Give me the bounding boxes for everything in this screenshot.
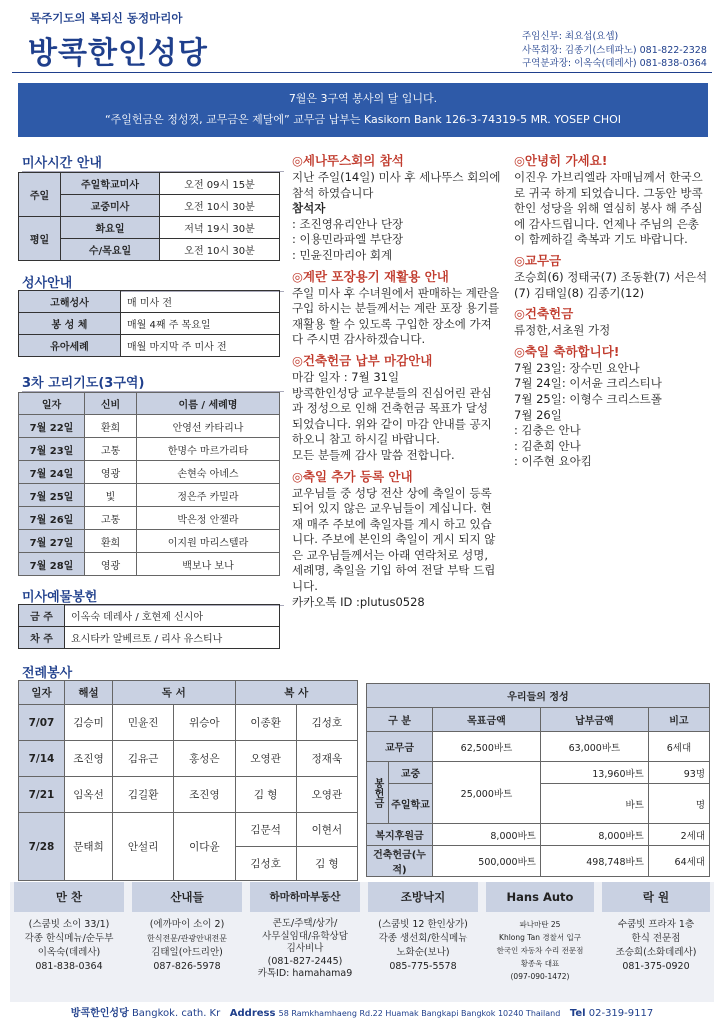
liturgy-commentator: 조진영	[65, 741, 113, 777]
announcement-banner	[18, 83, 708, 137]
ad-line: 085-775-5578	[389, 961, 457, 972]
rosary-date: 7월 22일	[19, 415, 85, 438]
offering-names: 요시타카 알베르토 / 리사 유스티나	[65, 627, 280, 649]
notice-text: 류정한,서초원 가정	[514, 323, 611, 338]
liturgy-date: 7/28	[19, 813, 65, 881]
offering-week: 차 주	[19, 627, 65, 649]
attendee: : 조진영유리안나 단장	[292, 216, 404, 231]
finance-target: 8,000바트	[433, 824, 541, 846]
feast-line: : 김충은 안나	[514, 423, 581, 438]
finance-row-label: 복지후원금	[367, 824, 433, 846]
col-header: 납부금액	[540, 708, 648, 732]
finance-note: 93명	[648, 762, 709, 784]
ad-line: 사무실임대/유학상담	[262, 930, 348, 942]
church-web: Bangkok. cath. Kr	[131, 1008, 221, 1019]
rosary-mystery: 고통	[85, 507, 137, 530]
ad-line: 노화순(보나)	[396, 947, 450, 958]
liturgy-reader: 김유근	[113, 741, 174, 777]
rosary-mystery: 환희	[85, 415, 137, 438]
notice-heading: ◎계란 포장용기 재활용 안내	[292, 268, 449, 284]
ad-line: 각종 생선회/한식메뉴	[378, 933, 468, 944]
ad-line: 조승희(소화데레사)	[615, 947, 697, 958]
notice-heading: ◎축일 축하합니다!	[514, 343, 620, 359]
rosary-date: 7월 28일	[19, 553, 85, 576]
liturgy-commentator: 문태희	[65, 813, 113, 881]
mass-time: 오전 09시 15분	[160, 173, 280, 195]
notice-heading: ◎건축헌금 납부 마감안내	[292, 352, 433, 368]
mass-time: 오전 10시 30분	[160, 195, 280, 217]
ad-name: 산내들	[132, 882, 242, 912]
ad-line: 한식 전문점	[631, 933, 681, 944]
col-header: 구 분	[367, 708, 433, 732]
finance-heading: 우리들의 정성	[367, 684, 710, 708]
church-name: 방콕한인성당	[70, 1008, 129, 1019]
notice-text: 마감 일자 : 7월 31일	[292, 369, 400, 384]
liturgy-reader: 조진영	[174, 777, 235, 813]
liturgy-commentator: 김승미	[65, 705, 113, 741]
ad-name: 조방낙지	[368, 882, 478, 912]
liturgy-server: 오영관	[296, 777, 357, 813]
sacrament-table	[18, 290, 280, 357]
sacrament-info: 매 미사 전	[121, 291, 280, 313]
rosary-name: 백보나 보나	[137, 553, 280, 576]
sunday-label: 주일	[19, 173, 61, 217]
rosary-name: 박은정 안젤라	[137, 507, 280, 530]
mass-table	[18, 172, 280, 261]
col-header: 해설	[65, 681, 113, 705]
ad-name: 락 원	[602, 882, 710, 912]
finance-row-label: 건축헌금(누적)	[367, 846, 433, 877]
liturgy-server: 김성호	[296, 705, 357, 741]
feast-line: : 이주현 요아킴	[514, 454, 592, 469]
notice-heading: ◎축일 추가 등록 안내	[292, 468, 413, 484]
liturgy-commentator: 임옥선	[65, 777, 113, 813]
feast-line: : 김춘희 안나	[514, 438, 581, 453]
mass-time: 저녁 19시 30분	[160, 217, 280, 239]
finance-row-label: 교중	[389, 762, 433, 784]
attendee: : 민윤진마리아 회계	[292, 247, 393, 262]
liturgy-heading: 전례봉사	[22, 662, 122, 682]
ad-block	[246, 882, 364, 1002]
finance-note: 2세대	[648, 824, 709, 846]
mass-type: 주일학교미사	[61, 173, 160, 195]
col-header: 복 사	[235, 681, 358, 705]
rosary-mystery: 영광	[85, 461, 137, 484]
finance-note: 명	[648, 784, 709, 824]
rosary-heading: 3차 고리기도(3구역)	[22, 372, 284, 392]
tel: 02-319-9117	[588, 1008, 654, 1019]
rosary-date: 7월 26일	[19, 507, 85, 530]
rosary-mystery: 고통	[85, 438, 137, 461]
notice-text: 모든 분들께 감사 말씀 전합니다.	[292, 447, 455, 462]
rosary-date: 7월 27일	[19, 530, 85, 553]
rosary-name: 안영선 카타리나	[137, 415, 280, 438]
ad-line: 파나마탄 25	[519, 920, 561, 929]
ad-line: 김태일(아드리안)	[151, 947, 223, 958]
liturgy-date: 7/07	[19, 705, 65, 741]
liturgy-server: 정재욱	[296, 741, 357, 777]
ad-line: Khlong Tan 경찰서 입구	[499, 933, 581, 942]
liturgy-table	[18, 680, 358, 881]
ad-line: 081-838-0364	[35, 961, 103, 972]
ad-line: 각종 한식메뉴/순두부	[24, 933, 114, 944]
finance-paid: 8,000바트	[540, 824, 648, 846]
liturgy-reader: 김길환	[113, 777, 174, 813]
ads-footer	[10, 882, 714, 1002]
ad-line: 이옥숙(데레사)	[37, 947, 101, 958]
finance-group-label: 봉헌금	[367, 762, 389, 824]
liturgy-server: 김 형	[296, 847, 357, 881]
sacrament-type: 봉 성 체	[19, 313, 121, 335]
ad-block	[364, 882, 482, 1002]
rosary-date: 7월 24일	[19, 461, 85, 484]
ad-line: 한국인 자동차 수리 전문점	[496, 946, 584, 955]
divider	[12, 72, 712, 73]
finance-paid: 13,960바트	[540, 762, 648, 784]
finance-row-label: 주일학교	[389, 784, 433, 824]
finance-target: 62,500바트	[433, 732, 541, 762]
finance-target: 25,000바트	[433, 762, 541, 824]
ad-name: 하마하마부동산	[250, 882, 360, 912]
liturgy-reader: 안설리	[113, 813, 174, 881]
rosary-mystery: 환희	[85, 530, 137, 553]
sacrament-heading: 성사안내	[22, 272, 284, 292]
offering-heading: 미사예물봉헌	[22, 586, 284, 606]
liturgy-reader: 홍성은	[174, 741, 235, 777]
mass-time: 오전 10시 30분	[160, 239, 280, 261]
mass-type: 수/목요일	[61, 239, 160, 261]
ad-block	[598, 882, 714, 1002]
mass-type: 교중미사	[61, 195, 160, 217]
offering-table	[18, 604, 280, 649]
notice-text: 조승희(6) 정태국(7) 조동환(7) 서은석(7) 김태일(8) 김종기(12)	[514, 269, 708, 300]
offering-week: 금 주	[19, 605, 65, 627]
finance-note: 6세대	[648, 732, 709, 762]
col-header: 목표금액	[433, 708, 541, 732]
notice-heading: ◎안녕히 가세요!	[514, 153, 608, 168]
weekday-label: 평일	[19, 217, 61, 261]
ad-line: (081-827-2445)	[267, 955, 343, 967]
notice-text: 주일 미사 후 수녀원에서 판매하는 계란을 구입 하시는 분들께서는 계란 포장 용기를 재활용 할 수 있도록 구입한 장소에 가져다 주시면 감사하겠습니다.	[292, 285, 500, 347]
rosary-mystery: 빛	[85, 484, 137, 507]
liturgy-server: 오영관	[235, 741, 296, 777]
address-label: Address	[229, 1008, 276, 1019]
finance-row-label: 교무금	[367, 732, 433, 762]
address: 58 Ramkhamhaeng Rd.22 Huamak Bangkapi Bangkok 10240 Thailand	[278, 1009, 561, 1018]
notice-text: 이진우 가브리엘라 자매님께서 한국으로 귀국 하게 되었습니다. 그동안 방콕한인 성당을 위해 열심히 봉사 해 주심에 감사드립니다. 언제나 주님의 은총이 함께하길 축복과 기도 바랍니다.	[514, 170, 703, 247]
liturgy-server: 김문석	[235, 813, 296, 847]
rosary-mystery: 영광	[85, 553, 137, 576]
finance-target: 500,000바트	[433, 846, 541, 877]
feast-line: 7월 26일	[514, 407, 562, 422]
finance-paid: 63,000바트	[540, 732, 648, 762]
liturgy-reader: 이다윤	[174, 813, 235, 881]
notice-text: 지난 주일(14일) 미사 후 세나뚜스 회의에 참석 하였습니다	[292, 170, 501, 200]
kakao-id: 카카오톡 ID :plutus0528	[292, 594, 425, 609]
rosary-date: 7월 25일	[19, 484, 85, 507]
finance-table	[366, 683, 710, 877]
page-title: 방콕한인성당	[28, 36, 208, 71]
notice-heading: ◎세나뚜스회의 참석	[292, 153, 404, 168]
ad-line: 콘도/주택/상가/	[272, 918, 338, 929]
rosary-name: 손현숙 아녜스	[137, 461, 280, 484]
ad-line: 김사비나	[286, 943, 324, 954]
finance-paid: 498,748바트	[540, 846, 648, 877]
tel-label: Tel	[569, 1008, 586, 1019]
ad-line: (에까마이 소이 2)	[149, 919, 225, 930]
ad-block	[10, 882, 128, 1002]
staff-line: 주임신부: 최요섭(요셉)	[522, 31, 619, 42]
ad-line: 카톡ID: hamahama9	[257, 968, 353, 979]
col-header: 이름 / 세례명	[137, 393, 280, 415]
rosary-name: 한명수 마르가리타	[137, 438, 280, 461]
staff-info	[522, 30, 707, 71]
finance-note: 64세대	[648, 846, 709, 877]
liturgy-reader: 민윤진	[113, 705, 174, 741]
liturgy-server: 이종환	[235, 705, 296, 741]
sacrament-type: 고해성사	[19, 291, 121, 313]
finance-paid: 바트	[540, 784, 648, 824]
ad-block	[482, 882, 598, 1002]
attendee: : 이용민라파엘 부단장	[292, 232, 404, 247]
liturgy-reader: 위승아	[174, 705, 235, 741]
middle-notices	[292, 148, 502, 610]
rosary-name: 이지원 마리스텔라	[137, 530, 280, 553]
ad-line: (스쿰빗 12 한인상가)	[378, 919, 468, 930]
mass-heading: 미사시간 안내	[22, 152, 284, 172]
staff-line: 사목회장: 김종기(스테파노) 081-822-2328	[522, 44, 707, 56]
rosary-name: 정은주 카밀라	[137, 484, 280, 507]
liturgy-server: 김 형	[235, 777, 296, 813]
liturgy-date: 7/21	[19, 777, 65, 813]
header-subtitle: 묵주기도의 복되신 동정마리아	[30, 11, 183, 25]
ad-block	[128, 882, 246, 1002]
col-header: 신비	[85, 393, 137, 415]
ad-line: 수쿰빗 프라자 1층	[617, 919, 695, 930]
col-header: 독 서	[113, 681, 236, 705]
liturgy-date: 7/14	[19, 741, 65, 777]
col-header: 비고	[648, 708, 709, 732]
notice-subheading: 참석자	[292, 201, 326, 216]
banner-line: “주일헌금은 정성껏, 교무금은 제달에” 교무금 납부는 Kasikorn Bank 126-3-74319-5 MR. YOSEP CHOI	[104, 113, 621, 126]
mass-type: 화요일	[61, 217, 160, 239]
liturgy-server: 김성호	[235, 847, 296, 881]
notice-heading: ◎건축헌금	[514, 306, 574, 322]
ad-line: (097-090-1472)	[510, 972, 570, 981]
feast-line: 7월 25일: 이형수 크리스트폴	[514, 391, 662, 406]
ad-line: 황종욱 대표	[520, 959, 560, 968]
banner-line: 7월은 3구역 봉사의 달 입니다.	[288, 92, 438, 105]
address-bar	[0, 1004, 724, 1019]
sacrament-info: 매월 4째 주 목요일	[121, 313, 280, 335]
liturgy-server: 이현서	[296, 813, 357, 847]
sacrament-type: 유아세례	[19, 335, 121, 357]
right-notices	[514, 148, 710, 470]
ad-line: 087-826-5978	[153, 961, 221, 972]
ad-line: (스쿰빗 소이 33/1)	[28, 919, 110, 930]
ad-line: 한식전문/관광안내전문	[147, 934, 227, 943]
notice-text: 방콕한인성당 교우분들의 진심어린 관심과 정성으로 인해 건축헌금 목표가 달성 되었습니다. 위와 같이 마감 안내를 공지 하오니 참고 하시길 바랍니다.	[292, 385, 492, 447]
ad-name: Hans Auto	[486, 882, 594, 912]
offering-names: 이옥숙 데레사 / 호현제 신시아	[65, 605, 280, 627]
col-header: 일자	[19, 393, 85, 415]
ad-name: 만 찬	[14, 882, 124, 912]
rosary-table	[18, 392, 280, 576]
col-header: 일자	[19, 681, 65, 705]
ad-line: 081-375-0920	[622, 961, 690, 972]
feast-line: 7월 24일: 이서윤 크리스티나	[514, 376, 662, 391]
rosary-date: 7월 23일	[19, 438, 85, 461]
notice-heading: ◎교무금	[514, 252, 562, 268]
sacrament-info: 매월 마지막 주 미사 전	[121, 335, 280, 357]
notice-text: 교우님들 중 성당 전산 상에 축일이 등록 되어 있지 않은 교우님들이 계십니다. 현재 매주 주보에 축일자를 게시 하고 있습니다. 주보에 본인의 축일이 게시 되지 않은 교우님들께서는 아래 연락처로 성명, 세례명, 축일을 기입 하여 전달 부탁 드립니다.	[292, 485, 496, 594]
feast-line: 7월 23일: 장수민 요안나	[514, 360, 640, 375]
staff-line: 구역분과장: 이옥숙(데레사) 081-838-0364	[522, 58, 707, 69]
